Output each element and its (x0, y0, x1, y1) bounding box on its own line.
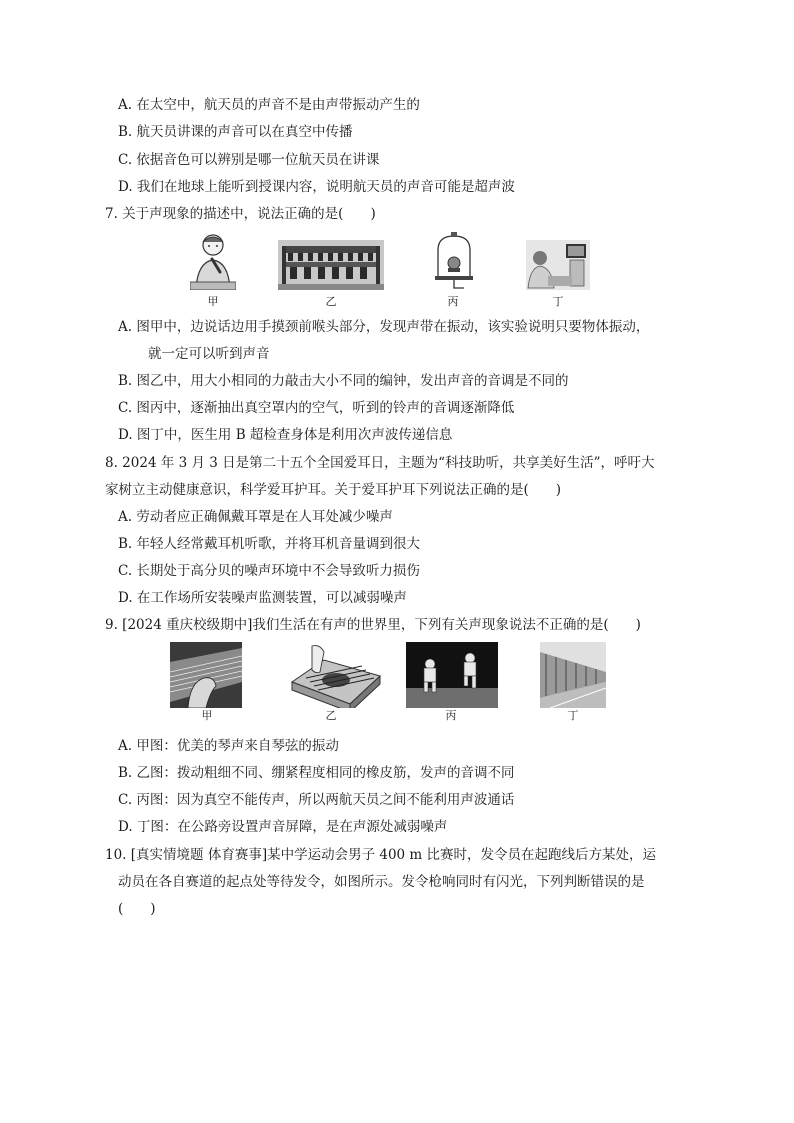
q9-fig-jia-guitar-image (170, 642, 242, 708)
q9-fig-ding-sound-barrier-image (540, 642, 606, 708)
q7-option-b: B. 图乙中，用大小相同的力敲击大小不同的编钟，发出声音的音调是不同的 (118, 373, 569, 389)
q7-fig-bing-bell-jar-image (434, 232, 474, 290)
q7-caption-ding: 丁 (552, 295, 564, 308)
q9-fig-bing-astronauts-image (406, 642, 498, 708)
q8-option-b: B. 年轻人经常戴耳机听歌，并将耳机音量调到很大 (118, 536, 421, 552)
q7-caption-jia: 甲 (207, 295, 219, 308)
q7-option-d: D. 图丁中，医生用 B 超检查身体是利用次声波传递信息 (118, 427, 453, 443)
q9-fig-yi-rubber-band-box-image (290, 642, 382, 708)
q7-option-c: C. 图丙中，逐渐抽出真空罩内的空气，听到的铃声的音调逐渐降低 (118, 400, 515, 416)
q10-stem-line3: ( ) (118, 901, 156, 917)
q6-option-c: C. 依据音色可以辨别是哪一位航天员在讲课 (118, 152, 380, 168)
q7-stem: 7. 关于声现象的描述中，说法正确的是( ) (105, 206, 376, 222)
q7-caption-bing: 丙 (447, 295, 459, 308)
q9-caption-yi: 乙 (325, 709, 337, 722)
q9-option-c: C. 丙图：因为真空不能传声，所以两航天员之间不能利用声波通话 (118, 792, 515, 808)
q7-fig-ding-ultrasound-image (526, 240, 590, 290)
q8-option-a: A. 劳动者应正确佩戴耳罩是在人耳处减少噪声 (118, 509, 393, 525)
q8-stem-line2: 家树立主动健康意识，科学爱耳护耳。关于爱耳护耳下列说法正确的是( ) (105, 482, 562, 498)
q10-stem-line2: 动员在各自赛道的起点处等待发令，如图所示。发令枪响同时有闪光，下列判断错误的是 (118, 874, 645, 890)
q6-option-a: A. 在太空中，航天员的声音不是由声带振动产生的 (118, 97, 420, 113)
q9-caption-bing: 丙 (445, 709, 457, 722)
q8-option-d: D. 在工作场所安装噪声监测装置，可以减弱噪声 (118, 590, 407, 606)
q7-caption-yi: 乙 (325, 295, 337, 308)
q6-option-b: B. 航天员讲课的声音可以在真空中传播 (118, 124, 353, 140)
q9-caption-ding: 丁 (567, 709, 579, 722)
q9-option-b: B. 乙图：拨动粗细不同、绷紧程度相同的橡皮筋，发声的音调不同 (118, 765, 515, 781)
q7-fig-yi-chime-bells-image (278, 240, 384, 290)
q7-fig-jia-boy-image (190, 232, 236, 290)
q9-option-a: A. 甲图：优美的琴声来自琴弦的振动 (118, 738, 339, 754)
q9-option-d: D. 丁图：在公路旁设置声音屏障，是在声源处减弱噪声 (118, 819, 448, 835)
q6-option-d: D. 我们在地球上能听到授课内容，说明航天员的声音可能是超声波 (118, 179, 515, 195)
q9-stem: 9. [2024 重庆校级期中]我们生活在有声的世界里，下列有关声现象说法不正确的是( ) (105, 617, 641, 633)
q7-option-a-line1: A. 图甲中，边说话边用手摸颈前喉头部分，发现声带在振动，该实验说明只要物体振动， (118, 319, 650, 335)
q10-stem-line1: 10. [真实情境题 体育赛事]某中学运动会男子 400 m 比赛时，发令员在起跑线后方某处，运 (105, 847, 657, 863)
q8-option-c: C. 长期处于高分贝的噪声环境中不会导致听力损伤 (118, 563, 420, 579)
q8-stem-line1: 8. 2024 年 3 月 3 日是第二十五个全国爱耳日，主题为“科技助听，共享美好生活”，呼吁大 (105, 455, 655, 471)
q9-caption-jia: 甲 (201, 709, 213, 722)
q7-option-a-line2: 就一定可以听到声音 (148, 346, 270, 362)
